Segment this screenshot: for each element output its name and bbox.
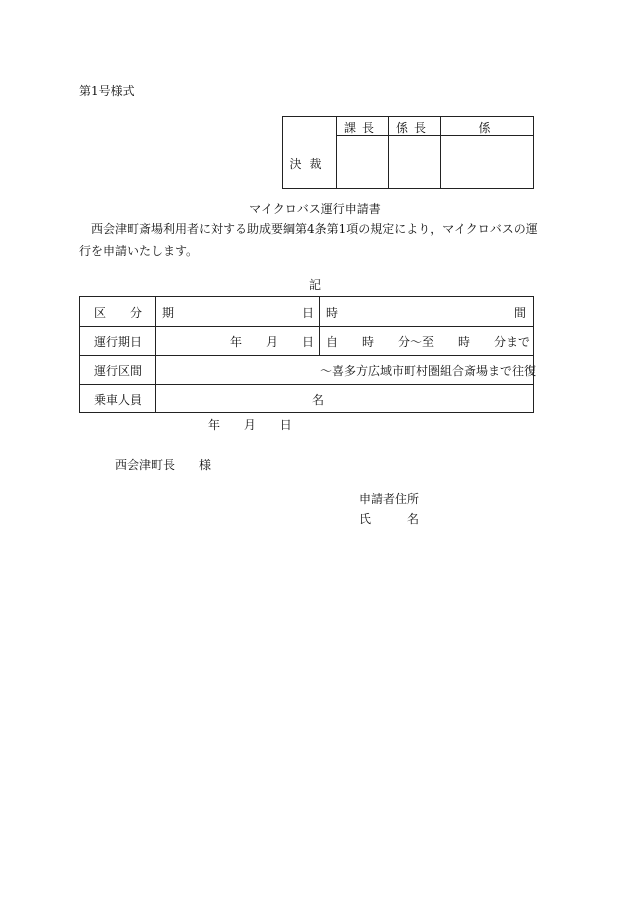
label-operation-date: 運行期日 [94,335,143,349]
route-text: 〜喜多方広域市町村圏組合斎場まで往復 [320,364,537,378]
hour-unit-1: 時 [362,335,375,349]
hour-unit-2: 時 [458,335,471,349]
approval-header-staff: 係 [478,121,497,135]
addressee: 西会津町長 様 [115,458,212,472]
day-unit: 日 [302,335,315,349]
date-month: 月 [243,418,256,432]
year-unit: 年 [230,335,243,349]
table-row-line [80,326,533,327]
label-classification: 区 分 [94,306,143,320]
from-text: 自 [326,335,339,349]
table-mid-divider [319,297,320,355]
approval-header-section-chief: 課長 [343,121,380,135]
approval-box [282,116,534,189]
document-title: マイクロバス運行申請書 [249,202,381,216]
application-table [79,296,537,413]
period-end-text: 日 [302,306,315,320]
date-year: 年 [208,418,221,432]
table-label-divider [155,297,156,412]
intro-text: 西会津町斎場利用者に対する助成要綱第4条第1項の規定により，マイクロバスの運行を申請いたします。 [79,222,538,258]
approval-header-subsection-chief: 係長 [395,121,432,135]
form-number: 第1号様式 [79,84,135,98]
passenger-unit: 名 [312,393,325,407]
applicant-name-label: 氏 名 [359,512,420,526]
ki-heading: 記 [308,278,321,292]
table-row-line [80,355,533,356]
date-day: 日 [279,418,292,432]
applicant-address-label: 申請者住所 [359,492,420,506]
approval-decision-label: 決裁 [289,157,330,171]
period-start-text: 期 [162,306,175,320]
month-unit: 月 [266,335,279,349]
time-end-text: 間 [514,306,527,320]
time-start-text: 時 [326,306,339,320]
minute-to-text: 分〜至 [398,335,435,349]
minute-until-text: 分まで [494,335,531,349]
application-date [208,416,292,433]
label-passengers: 乗車人員 [94,393,143,407]
label-operation-section: 運行区間 [94,364,143,378]
table-row-line [80,384,533,385]
